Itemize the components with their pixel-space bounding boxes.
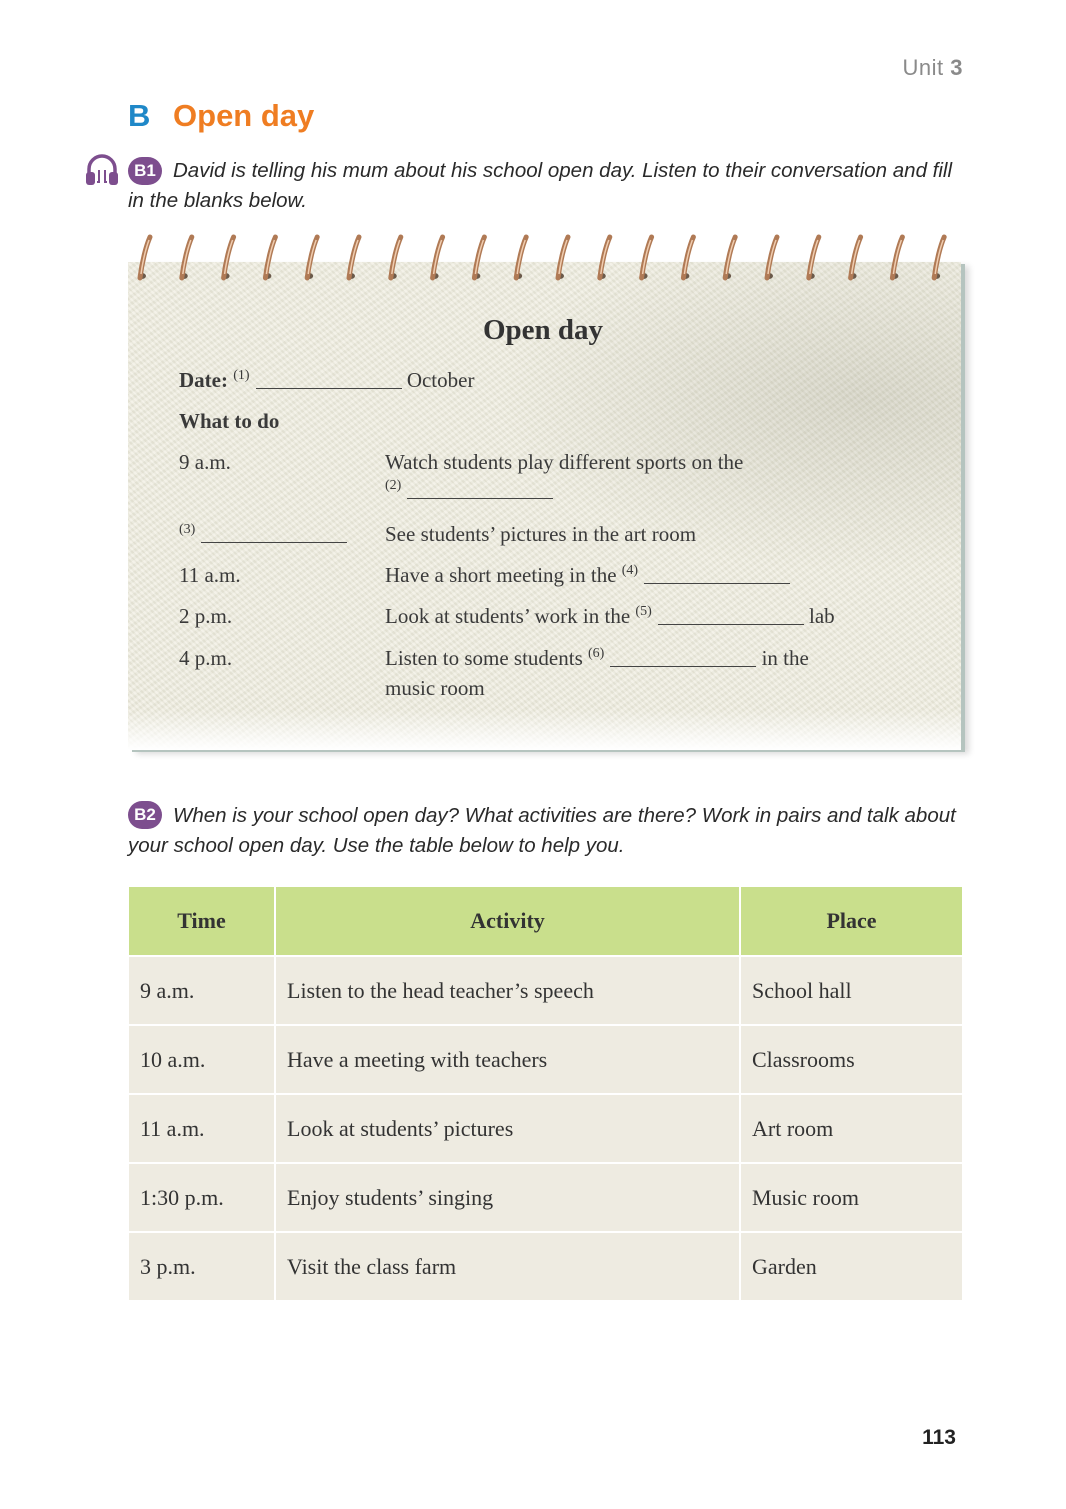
section-title: [128, 98, 314, 134]
blank-number-5: (5): [635, 604, 652, 619]
spiral-rings: [130, 232, 960, 284]
blank-number-1: (1): [233, 368, 250, 383]
cell-place: Garden: [740, 1232, 962, 1301]
cell-place: Art room: [740, 1094, 962, 1163]
row-2-time: [179, 522, 347, 547]
header-time: Time: [129, 887, 275, 956]
row-5-time: 4 p.m.: [179, 646, 233, 670]
spiral-ring: [598, 237, 610, 279]
row-1-activity: Watch students play different sports on the: [385, 450, 744, 474]
cell-place: Classrooms: [740, 1025, 962, 1094]
headphones-icon[interactable]: [84, 152, 120, 188]
open-day-table: [129, 887, 962, 1302]
spiral-ring: [347, 237, 359, 279]
table-row: [129, 1094, 962, 1163]
table-row: [129, 1025, 962, 1094]
spiral-ring: [556, 237, 568, 279]
spiral-ring: [932, 237, 944, 279]
spiral-ring: [138, 237, 150, 279]
cell-activity: Have a meeting with teachers: [275, 1025, 740, 1094]
date-suffix: October: [406, 368, 475, 392]
spiral-ring: [681, 237, 693, 279]
cell-activity: Enjoy students’ singing: [275, 1163, 740, 1232]
row-1-time: 9 a.m.: [179, 450, 231, 474]
row-2-activity: See students’ pictures in the art room: [385, 522, 697, 546]
row-4-time: 2 p.m.: [179, 604, 233, 628]
section-name: Open day: [173, 98, 315, 133]
row-5-activity-line2: music room: [385, 676, 485, 700]
what-to-do-label: What to do: [179, 409, 280, 433]
table-row: [129, 1232, 962, 1301]
blank-number-6: (6): [588, 646, 605, 661]
page-number: 113: [922, 1426, 956, 1449]
row-1-blank-line: [385, 478, 553, 503]
spiral-ring: [263, 237, 275, 279]
blank-number-3: (3): [179, 522, 196, 537]
notebook-title: Open day: [482, 314, 604, 346]
blank-1[interactable]: [256, 370, 402, 389]
blank-number-4: (4): [621, 563, 639, 578]
spiral-ring: [431, 237, 443, 279]
spiral-ring: [180, 237, 192, 279]
cell-activity: Visit the class farm: [275, 1232, 740, 1301]
blank-3[interactable]: [201, 524, 347, 543]
row-3-activity: Have a short meeting in the: [385, 563, 617, 587]
date-line: [179, 368, 474, 393]
spiral-ring: [305, 237, 317, 279]
cell-activity: Listen to the head teacher’s speech: [275, 956, 740, 1025]
spiral-ring: [640, 237, 652, 279]
row-4-activity-line: [385, 604, 835, 629]
row-4-activity: Look at students’ work in the: [385, 604, 631, 628]
unit-label-text: Unit: [902, 55, 944, 80]
spiral-ring: [807, 237, 819, 279]
b1-badge: B1: [128, 157, 162, 185]
date-label: Date:: [179, 368, 228, 392]
spiral-ring: [472, 237, 484, 279]
header-place: Place: [740, 887, 962, 956]
cell-activity: Look at students’ pictures: [275, 1094, 740, 1163]
cell-place: Music room: [740, 1163, 962, 1232]
spiral-ring: [849, 237, 861, 279]
row-3-time: 11 a.m.: [179, 563, 241, 587]
unit-number: 3: [950, 55, 963, 80]
spiral-ring: [765, 237, 777, 279]
spiral-ring: [514, 237, 526, 279]
b2-badge: B2: [128, 801, 162, 829]
table-row: [129, 1163, 962, 1232]
header-activity: Activity: [275, 887, 740, 956]
blank-6[interactable]: [610, 648, 756, 667]
spiral-ring: [890, 237, 902, 279]
row-4-suffix: lab: [808, 604, 835, 628]
section-letter: B: [128, 98, 151, 133]
blank-2[interactable]: [407, 480, 553, 499]
row-5-activity-line: [385, 646, 809, 671]
row-5-suffix: in the: [761, 646, 809, 670]
spiral-ring: [723, 237, 735, 279]
cell-time: 3 p.m.: [129, 1232, 275, 1301]
row-3-activity-line: [385, 563, 790, 588]
cell-time: 1:30 p.m.: [129, 1163, 275, 1232]
blank-number-2: (2): [385, 478, 402, 493]
b2-instruction: When is your school open day? What activities are there? Work in pairs and talk about your school open day. Use the table below to help you.: [128, 804, 956, 857]
spiral-ring: [389, 237, 401, 279]
b1-instruction: David is telling his mum about his school open day. Listen to their conversation and fill in the blanks below.: [128, 159, 953, 212]
cell-time: 9 a.m.: [129, 956, 275, 1025]
blank-4[interactable]: [644, 565, 790, 584]
row-5-activity: Listen to some students: [385, 646, 583, 670]
blank-5[interactable]: [658, 606, 804, 625]
cell-time: 11 a.m.: [129, 1094, 275, 1163]
spiral-ring: [222, 237, 234, 279]
table-header-row: [129, 887, 962, 956]
cell-time: 10 a.m.: [129, 1025, 275, 1094]
cell-place: School hall: [740, 956, 962, 1025]
unit-label: [820, 55, 963, 81]
table-row: [129, 956, 962, 1025]
